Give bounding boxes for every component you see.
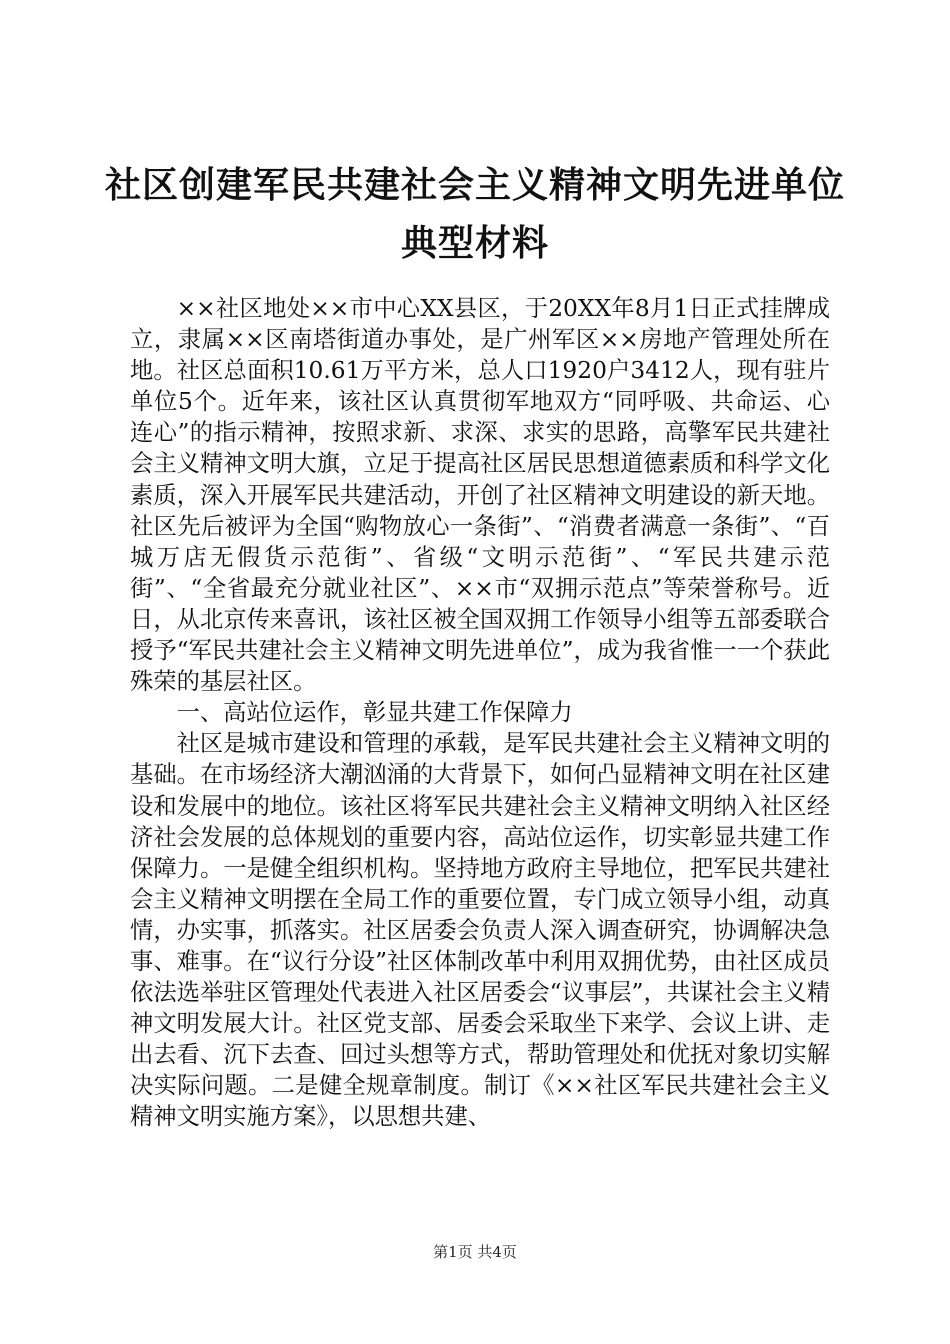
document-title-line-2: 典型材料: [400, 223, 549, 264]
paragraph-section-1: 社区是城市建设和管理的承载，是军民共建社会主义精神文明的基础。在市场经济大潮汹涌的大背景下，如何凸显精神文明在社区建设和发展中的地位。该社区将军民共建社会主义精神文明纳入社区经济社会发展的总体规划的重要内容，高站位运作，切实彰显共建工作保障力。一是健全组织机构。坚持地方政府主导地位，把军民共建社会主义精神文明摆在全局工作的重要位置，专门成立领导小组，动真情，办实事，抓落实。社区居委会负责人深入调查研究，协调解决急事、难事。在“议行分设”社区体制改革中利用双拥优势，由社区成员依法选举驻区管理处代表进入社区居委会“议事层”，共谋社会主义精神文明发展大计。社区党支部、居委会采取坐下来学、会议上讲、走出去看、沉下去查、回过头想等方式，帮助管理处和优抚对象切实解决实际问题。二是健全规章制度。制订《××社区军民共建社会主义精神文明实施方案》，以思想共建、: [130, 730, 830, 1131]
document-body: [130, 293, 830, 1133]
paragraph-intro: ××社区地处××市中心XX县区，于20XX年8月1日正式挂牌成立，隶属××区南塔街道办事处，是广州军区××房地产管理处所在地。社区总面积10.61万平方米，总人口1920户3412人，现有驻片单位5个。近年来，该社区认真贯彻军地双方“同呼吸、共命运、心连心”的指示精神，按照求新、求深、求实的思路，高擎军民共建社会主义精神文明大旗，立足于提高社区居民思想道德素质和科学文化素质，深入开展军民共建活动，开创了社区精神文明建设的新天地。社区先后被评为全国“购物放心一条街”、“消费者满意一条街”、“百城万店无假货示范街”、省级“文明示范街”、“军民共建示范街”、“全省最充分就业社区”、××市“双拥示范点”等荣誉称号。近日，从北京传来喜讯，该社区被全国双拥工作领导小组等五部委联合授予“军民共建社会主义精神文明先进单位”，成为我省惟一一个获此殊荣的基层社区。: [130, 295, 830, 696]
page-number-footer: 第1页 共4页: [433, 1243, 517, 1261]
document-title-line-1: 社区创建军民共建社会主义精神文明先进单位: [104, 165, 845, 206]
section-heading-1: 一、高站位运作，彰显共建工作保障力: [176, 699, 573, 727]
